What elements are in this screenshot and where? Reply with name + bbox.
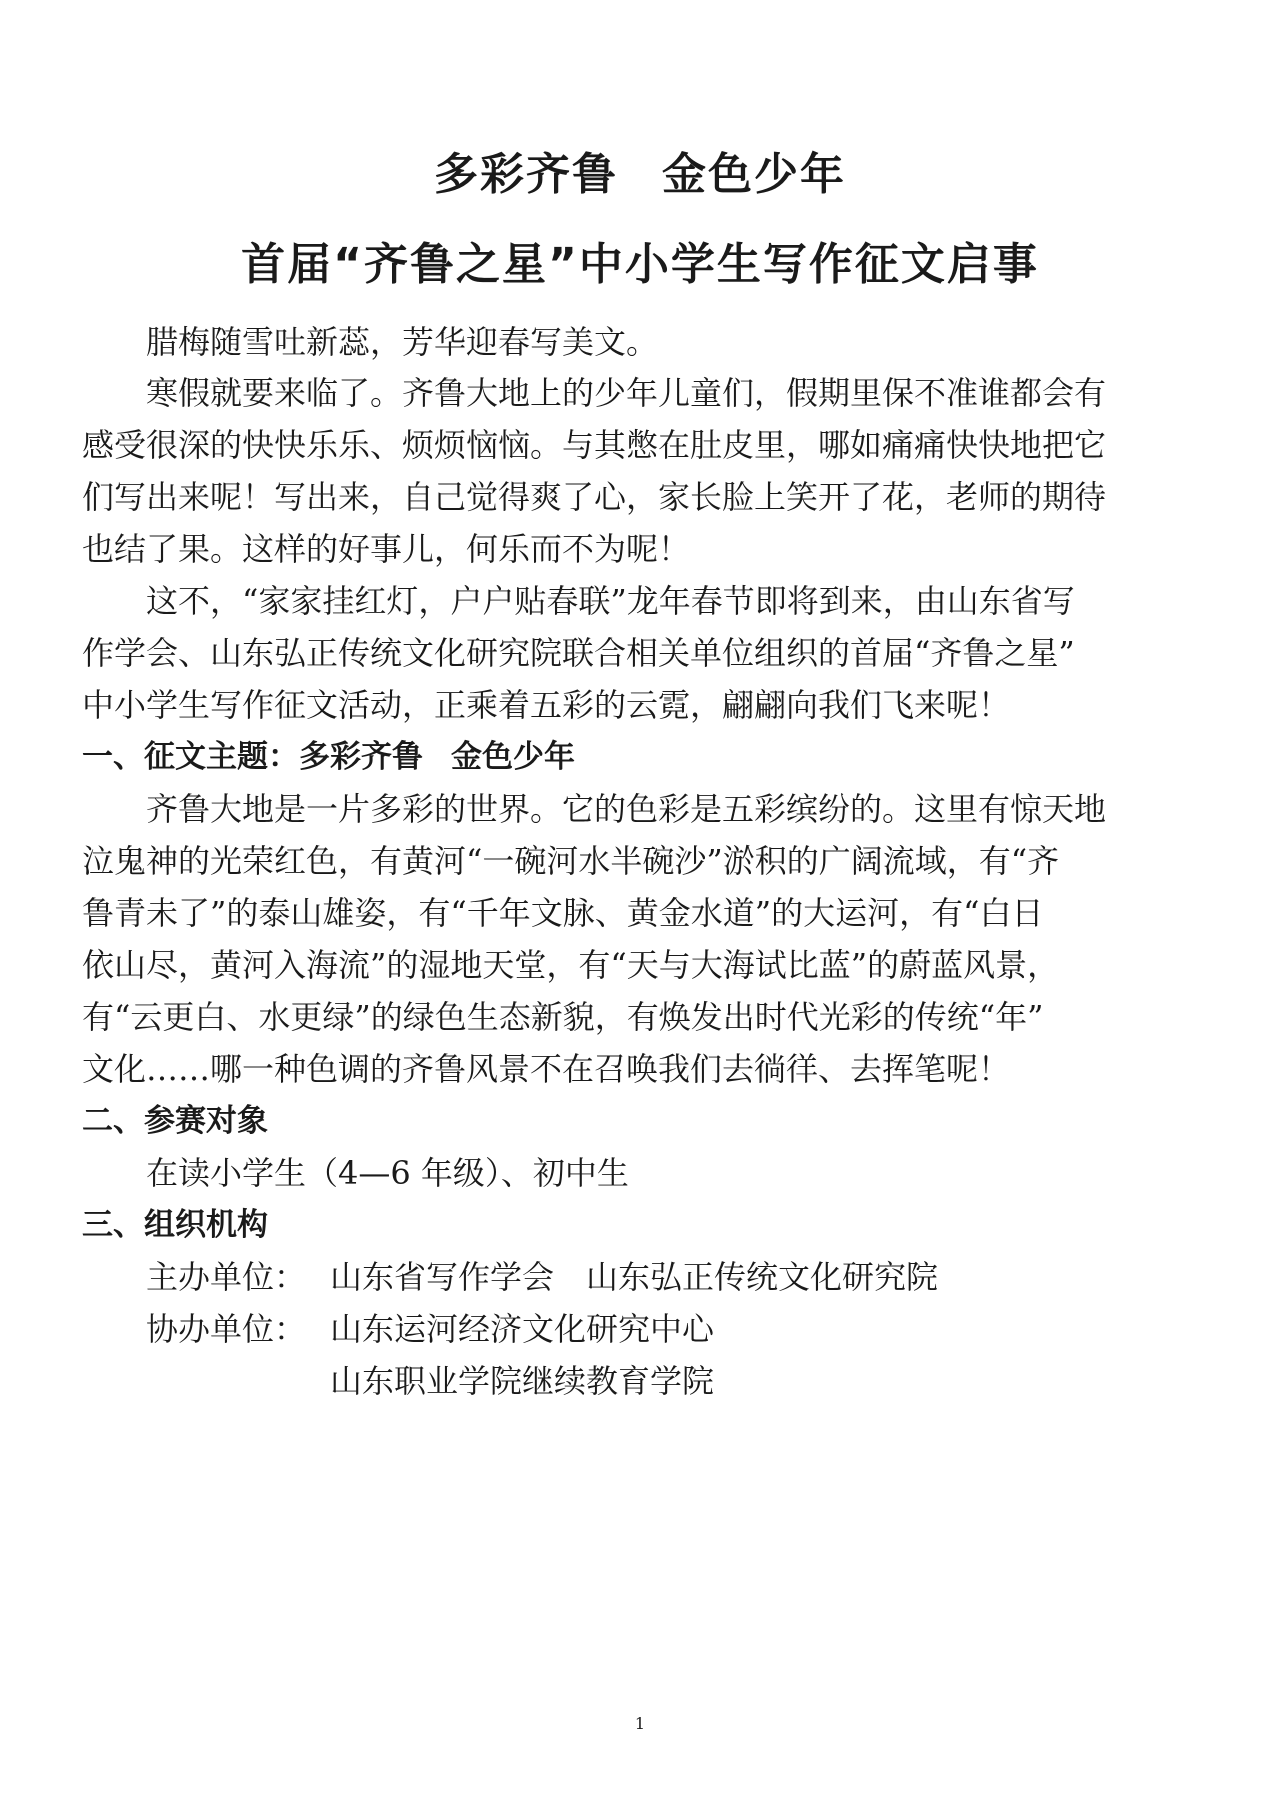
title-part-1: 多彩齐鲁: [434, 149, 618, 200]
intro-paragraph-line: 也结了果。这样的好事儿，何乐而不为呢！: [82, 530, 691, 568]
co-organizer-label: 协办单位：: [146, 1310, 307, 1348]
intro-paragraph-line: 这不，“家家挂红灯，户户贴春联”龙年春节即将到来，由山东省写: [146, 582, 1075, 620]
page-number: 1: [634, 1714, 646, 1733]
intro-paragraph-line: 作学会、山东弘正传统文化研究院联合相关单位组织的首届“齐鲁之星”: [82, 634, 1075, 672]
document-subtitle: 首届“齐鲁之星”中小学生写作征文启事: [241, 239, 1039, 290]
section-heading-theme: [82, 737, 1182, 777]
document-title: [0, 138, 1280, 202]
theme-line: 鲁青未了”的泰山雄姿，有“千年文脉、黄金水道”的大运河，有“白日: [82, 894, 1044, 932]
co-organizer-value: 山东运河经济文化研究中心: [330, 1310, 715, 1348]
theme-line: 依山尽，黄河入海流”的湿地天堂，有“天与大海试比蓝”的蔚蓝风景，: [82, 946, 1060, 984]
host-value: 山东省写作学会 山东弘正传统文化研究院: [330, 1258, 939, 1296]
section-heading-prefix: 一、征文主题：多彩齐鲁: [82, 739, 423, 775]
co-organizer-value: 山东职业学院继续教育学院: [330, 1362, 715, 1400]
section-heading-organization: 三、组织机构: [82, 1207, 268, 1243]
title-part-2: 金色少年: [662, 149, 846, 200]
intro-line: 腊梅随雪吐新蕊，芳华迎春写美文。: [146, 323, 659, 361]
section-heading-suffix: 金色少年: [451, 739, 575, 775]
host-label: 主办单位：: [146, 1258, 307, 1296]
participants-line: 在读小学生（4—6 年级）、初中生: [146, 1154, 629, 1192]
theme-line: 齐鲁大地是一片多彩的世界。它的色彩是五彩缤纷的。这里有惊天地: [146, 790, 1107, 828]
intro-paragraph-line: 们写出来呢！写出来，自己觉得爽了心，家长脸上笑开了花，老师的期待: [82, 478, 1107, 516]
intro-paragraph-line: 感受很深的快快乐乐、烦烦恼恼。与其憋在肚皮里，哪如痛痛快快地把它: [82, 426, 1107, 464]
section-heading-participants: 二、参赛对象: [82, 1103, 268, 1139]
intro-paragraph-line: 中小学生写作征文活动，正乘着五彩的云霓，翩翩向我们飞来呢！: [82, 686, 1011, 724]
theme-line: 泣鬼神的光荣红色，有黄河“一碗河水半碗沙”淤积的广阔流域，有“齐: [82, 842, 1060, 880]
theme-line: 文化……哪一种色调的齐鲁风景不在召唤我们去徜徉、去挥笔呢！: [82, 1050, 1011, 1088]
theme-line: 有“云更白、水更绿”的绿色生态新貌，有焕发出时代光彩的传统“年”: [82, 998, 1044, 1036]
intro-paragraph-line: 寒假就要来临了。齐鲁大地上的少年儿童们，假期里保不准谁都会有: [146, 374, 1107, 412]
